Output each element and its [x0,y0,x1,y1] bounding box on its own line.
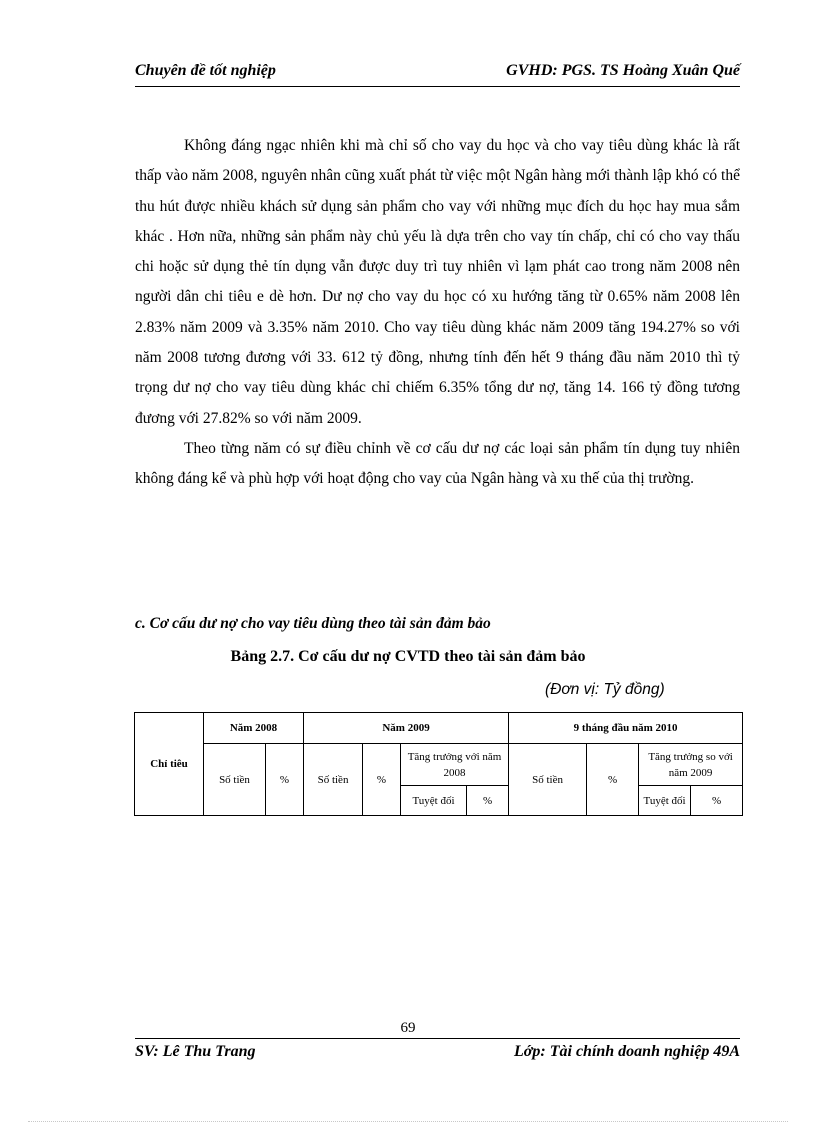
header-so-tien: Số tiền [204,744,266,816]
header-thesis-title: Chuyên đề tốt nghiệp [135,62,276,79]
header-so-tien: Số tiền [304,744,363,816]
page-footer [135,1038,740,1067]
loan-structure-table [134,712,743,816]
page-number: 69 [400,1020,416,1036]
header-percent: % [691,786,743,816]
header-growth-vs-2009: Tăng trưởng so với năm 2009 [639,744,743,786]
body-text [135,131,740,495]
header-tuyet-doi: Tuyệt đối [639,786,691,816]
header-year-2008: Năm 2008 [204,713,304,744]
header-chi-tieu: Chỉ tiêu [135,713,204,816]
header-growth-vs-2008: Tăng trưởng với năm 2008 [401,744,509,786]
footer-class: Lớp: Tài chính doanh nghiệp 49A [514,1043,740,1060]
header-percent: % [587,744,639,816]
header-advisor: GVHD: PGS. TS Hoàng Xuân Quế [506,62,740,79]
header-year-2010: 9 tháng đầu năm 2010 [509,713,743,744]
header-so-tien: Số tiền [509,744,587,816]
table-unit: (Đơn vị: Tỷ đồng) [545,681,665,698]
header-year-2009: Năm 2009 [304,713,509,744]
header-percent: % [266,744,304,816]
page-header [135,60,740,87]
header-percent: % [363,744,401,816]
paragraph: Không đáng ngạc nhiên khi mà chỉ số cho vay du học và cho vay tiêu dùng khác là rất thấp vào năm 2008, nguyên nhân cũng xuất phát từ việc một Ngân hàng mới thành lập khó có thể thu hút được nhiều khách sử dụng sản phẩm cho vay với những mục đích du học hay mua sắm khác . Hơn nữa, những sản phẩm này chủ yếu là dựa trên cho vay tín chấp, chỉ có cho vay thấu chi hoặc sử dụng thẻ tín dụng vẫn được duy trì tuy nhiên vì lạm phát cao trong năm 2008 nên người dân chi tiêu e dè hơn. Dư nợ cho vay du học có xu hướng tăng từ 0.65% năm 2008 lên 2.83% năm 2009 và 3.35% năm 2010. Cho vay tiêu dùng khác năm 2009 tăng 194.27% so với năm 2008 tương đương với 33. 612 tỷ đồng, nhưng tính đến hết 9 tháng đầu năm 2010 thì tỷ trọng dư nợ cho vay tiêu dùng khác chỉ chiếm 6.35% tổng dư nợ, tăng 14. 166 tỷ đồng tương đương với 27.82% so với năm 2009. [135,137,740,427]
paragraph: Theo từng năm có sự điều chỉnh về cơ cấu dư nợ các loại sản phẩm tín dụng tuy nhiên không đáng kể và phù hợp với hoạt động cho vay của Ngân hàng và xu thế của thị trường. [135,439,740,488]
header-tuyet-doi: Tuyệt đối [401,786,467,816]
header-percent: % [467,786,509,816]
section-subheading: c. Cơ cấu dư nợ cho vay tiêu dùng theo tài sản đảm bảo [135,615,491,632]
page-edge-divider [28,1121,788,1122]
table-title: Bảng 2.7. Cơ cấu dư nợ CVTD theo tài sản đảm bảo [230,648,586,665]
footer-student: SV: Lê Thu Trang [135,1043,256,1060]
